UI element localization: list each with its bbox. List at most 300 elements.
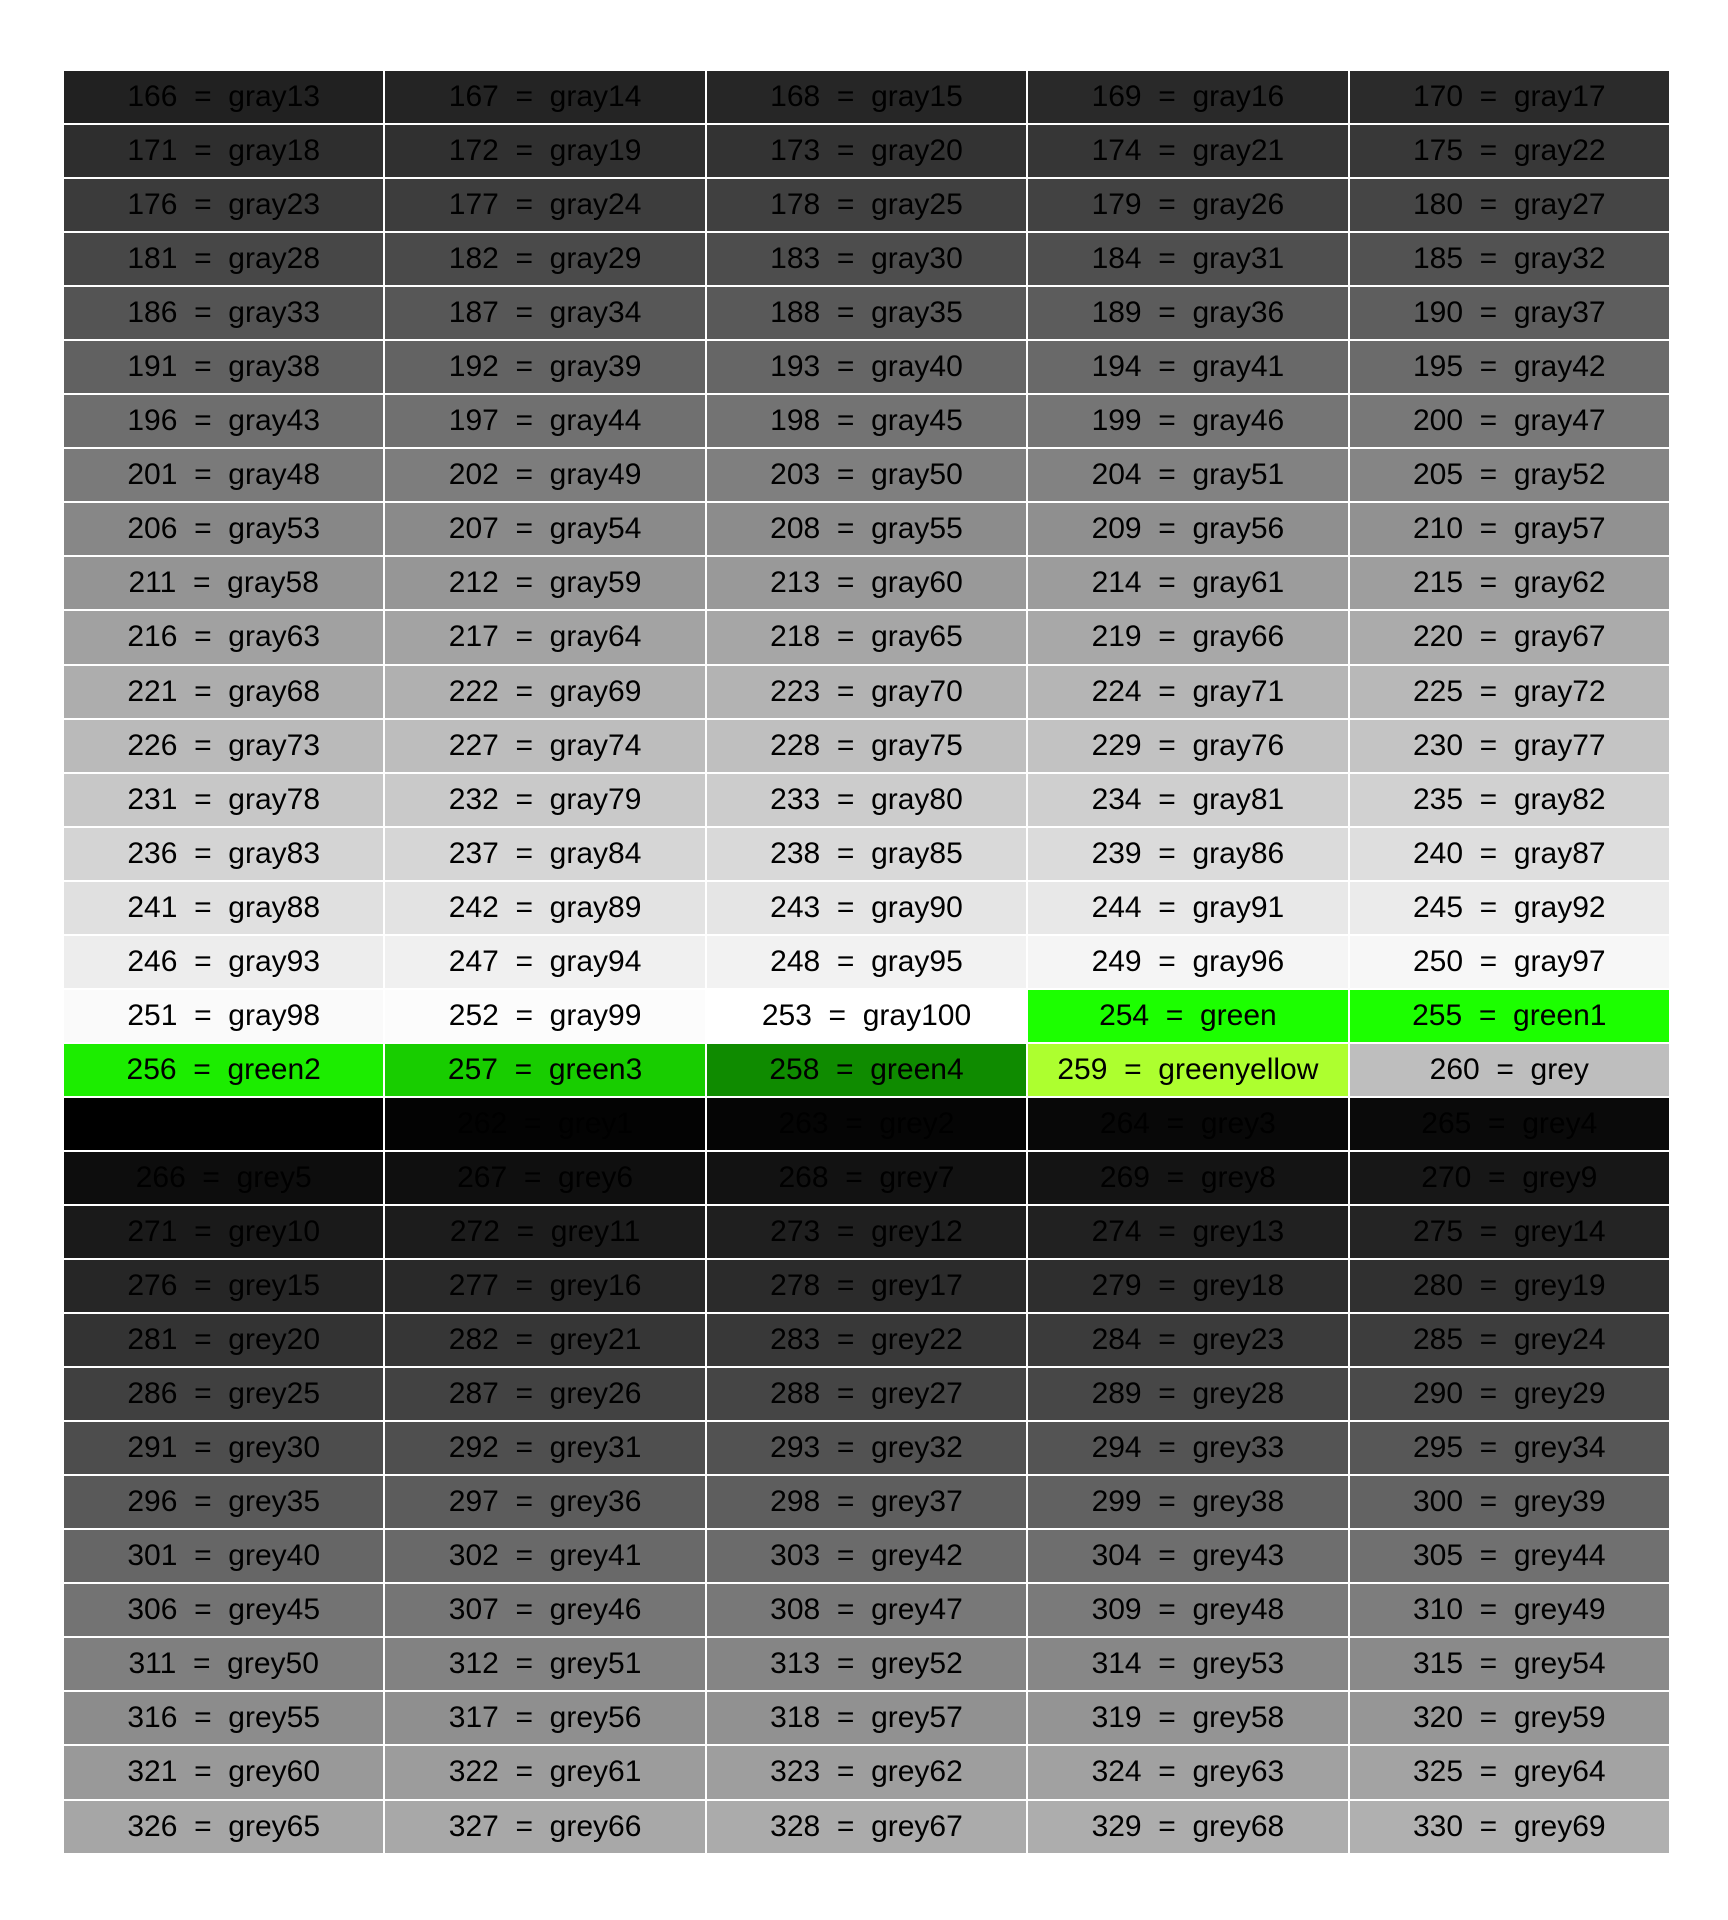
color-swatch-cell — [385, 666, 704, 720]
color-swatch-cell — [385, 1692, 704, 1746]
color-swatch-label: 278 = grey17 — [770, 1269, 963, 1303]
color-swatch-label: 201 = gray48 — [127, 458, 321, 492]
color-swatch-cell — [385, 1801, 704, 1855]
color-swatch-cell — [1350, 936, 1669, 990]
color-swatch-label: 270 = grey9 — [1421, 1160, 1598, 1194]
color-swatch-cell — [64, 1152, 383, 1206]
color-swatch-cell — [385, 1422, 704, 1476]
color-swatch-cell — [64, 1422, 383, 1476]
color-swatch-label: 277 = grey16 — [448, 1269, 642, 1303]
color-swatch-label: 252 = gray99 — [448, 998, 642, 1032]
color-swatch-label: 199 = gray46 — [1091, 404, 1285, 438]
color-swatch-cell — [1028, 125, 1347, 179]
color-swatch-label: 217 = gray64 — [448, 620, 642, 654]
color-swatch-cell — [1350, 1044, 1669, 1098]
color-swatch-cell — [64, 71, 383, 125]
color-swatch-cell — [385, 1098, 704, 1152]
color-swatch-label: 182 = gray29 — [448, 242, 642, 276]
color-swatch-cell — [1028, 1692, 1347, 1746]
color-swatch-label: 172 = gray19 — [448, 134, 642, 168]
color-swatch-cell — [1350, 503, 1669, 557]
color-swatch-label: 255 = green1 — [1412, 998, 1607, 1032]
color-swatch-cell — [707, 1044, 1026, 1098]
color-swatch-cell — [1350, 882, 1669, 936]
color-swatch-cell — [64, 1098, 383, 1152]
color-swatch-cell — [385, 720, 704, 774]
color-swatch-cell — [1028, 666, 1347, 720]
color-swatch-cell — [385, 179, 704, 233]
color-swatch-cell — [707, 1206, 1026, 1260]
color-swatch-label: 207 = gray54 — [448, 512, 642, 546]
color-swatch-cell — [1350, 179, 1669, 233]
color-swatch-cell — [64, 1314, 383, 1368]
color-swatch-label: 246 = gray93 — [127, 944, 321, 978]
color-swatch-label: 210 = gray57 — [1412, 512, 1606, 546]
color-swatch-cell — [1028, 774, 1347, 828]
color-swatch-label: 306 = grey45 — [127, 1593, 321, 1627]
color-swatch-cell — [707, 179, 1026, 233]
color-swatch-cell — [1350, 1314, 1669, 1368]
color-swatch-cell — [1028, 990, 1347, 1044]
color-swatch-cell — [64, 557, 383, 611]
color-swatch-cell — [707, 449, 1026, 503]
color-swatch-label: 276 = grey15 — [127, 1269, 321, 1303]
color-swatch-label: 241 = gray88 — [127, 890, 321, 924]
color-swatch-label: 176 = gray23 — [127, 188, 321, 222]
color-swatch-label: 313 = grey52 — [770, 1647, 963, 1681]
color-swatch-label: 329 = grey68 — [1091, 1809, 1285, 1843]
color-swatch-cell — [1028, 1044, 1347, 1098]
color-swatch-cell — [1350, 828, 1669, 882]
color-swatch-cell — [707, 666, 1026, 720]
color-swatch-label: 230 = gray77 — [1412, 728, 1606, 762]
color-swatch-label: 287 = grey26 — [448, 1377, 642, 1411]
color-swatch-label: 203 = gray50 — [770, 458, 963, 492]
color-swatch-cell — [707, 1314, 1026, 1368]
color-swatch-cell — [1028, 1801, 1347, 1855]
color-swatch-cell — [64, 828, 383, 882]
color-swatch-label: 175 = gray22 — [1412, 134, 1606, 168]
color-swatch-cell — [1028, 720, 1347, 774]
color-swatch-cell — [385, 936, 704, 990]
color-swatch-label: 196 = gray43 — [127, 404, 321, 438]
color-swatch-cell — [707, 1801, 1026, 1855]
color-swatch-cell — [707, 1098, 1026, 1152]
color-swatch-cell — [64, 1746, 383, 1800]
color-swatch-label: 242 = gray89 — [448, 890, 642, 924]
color-swatch-cell — [1028, 1314, 1347, 1368]
color-swatch-label: 257 = green3 — [447, 1052, 643, 1086]
color-swatch-cell — [1028, 1206, 1347, 1260]
color-swatch-cell — [64, 1692, 383, 1746]
color-swatch-cell — [1350, 233, 1669, 287]
color-swatch-label: 254 = green — [1099, 998, 1277, 1032]
color-swatch-cell — [707, 395, 1026, 449]
color-swatch-cell — [1350, 774, 1669, 828]
color-swatch-cell — [1028, 1530, 1347, 1584]
color-swatch-cell — [385, 395, 704, 449]
color-swatch-label: 189 = gray36 — [1091, 296, 1285, 330]
color-swatch-label: 272 = grey11 — [449, 1215, 641, 1248]
color-swatch-cell — [385, 1368, 704, 1422]
color-swatch-label: 205 = gray52 — [1412, 458, 1606, 492]
color-swatch-label: 167 = gray14 — [448, 80, 642, 114]
color-swatch-cell — [385, 1152, 704, 1206]
color-swatch-label: 179 = gray26 — [1091, 188, 1285, 222]
color-swatch-cell — [64, 395, 383, 449]
color-swatch-label: 180 = gray27 — [1412, 188, 1606, 222]
color-swatch-label: 268 = grey7 — [778, 1160, 955, 1194]
color-swatch-cell — [1028, 449, 1347, 503]
color-swatch-cell — [385, 990, 704, 1044]
color-swatch-cell — [1350, 1206, 1669, 1260]
color-swatch-cell — [1028, 1746, 1347, 1800]
color-swatch-label: 326 = grey65 — [127, 1809, 321, 1843]
color-swatch-cell — [64, 233, 383, 287]
color-swatch-label: 193 = gray40 — [770, 350, 963, 384]
color-swatch-cell — [385, 1530, 704, 1584]
color-swatch-cell — [64, 1476, 383, 1530]
color-swatch-label: 295 = grey34 — [1412, 1431, 1606, 1465]
color-swatch-cell — [707, 1746, 1026, 1800]
color-swatch-cell — [1350, 1692, 1669, 1746]
color-swatch-cell — [1028, 1638, 1347, 1692]
color-swatch-cell — [1350, 1422, 1669, 1476]
color-swatch-label: 298 = grey37 — [770, 1485, 963, 1519]
color-swatch-label: 200 = gray47 — [1412, 404, 1606, 438]
color-swatch-label: 293 = grey32 — [770, 1431, 963, 1465]
color-swatch-label: 214 = gray61 — [1091, 566, 1285, 600]
color-swatch-label: 323 = grey62 — [770, 1755, 963, 1789]
color-swatch-label: 310 = grey49 — [1412, 1593, 1606, 1627]
color-swatch-cell — [1028, 287, 1347, 341]
color-swatch-label: 183 = gray30 — [770, 242, 963, 276]
color-swatch-label: 322 = grey61 — [448, 1755, 642, 1789]
color-swatch-cell — [707, 557, 1026, 611]
color-swatch-label: 274 = grey13 — [1091, 1215, 1285, 1248]
color-swatch-label: 221 = gray68 — [127, 674, 321, 708]
color-swatch-cell — [1028, 1584, 1347, 1638]
color-swatch-cell — [64, 1260, 383, 1314]
color-swatch-cell — [64, 1638, 383, 1692]
color-swatch-cell — [64, 125, 383, 179]
color-swatch-cell — [385, 1044, 704, 1098]
color-swatch-label: 233 = gray80 — [770, 782, 963, 816]
color-swatch-cell — [1350, 666, 1669, 720]
color-swatch-label: 225 = gray72 — [1412, 674, 1606, 708]
color-swatch-label: 315 = grey54 — [1412, 1647, 1606, 1681]
color-swatch-label: 327 = grey66 — [448, 1809, 642, 1843]
color-swatch-label: 206 = gray53 — [127, 512, 321, 546]
color-swatch-cell — [1350, 1152, 1669, 1206]
color-swatch-cell — [1350, 341, 1669, 395]
color-swatch-cell — [1350, 1746, 1669, 1800]
color-swatch-label: 240 = gray87 — [1412, 836, 1606, 870]
color-swatch-label: 192 = gray39 — [448, 350, 642, 384]
color-swatch-label: 284 = grey23 — [1091, 1323, 1285, 1357]
color-swatch-label: 169 = gray16 — [1091, 80, 1285, 114]
color-swatch-cell — [1350, 395, 1669, 449]
color-swatch-label: 198 = gray45 — [770, 404, 963, 438]
color-swatch-cell — [1350, 125, 1669, 179]
color-swatch-cell — [1028, 1098, 1347, 1152]
color-swatch-cell — [1350, 1260, 1669, 1314]
color-swatch-label: 171 = gray18 — [127, 134, 321, 168]
color-swatch-cell — [1350, 611, 1669, 665]
color-swatch-label: 244 = gray91 — [1091, 890, 1285, 924]
color-swatch-cell — [707, 1368, 1026, 1422]
color-swatch-cell — [1350, 1476, 1669, 1530]
color-swatch-cell — [64, 666, 383, 720]
color-swatch-cell — [707, 1530, 1026, 1584]
color-swatch-label: 316 = grey55 — [127, 1701, 321, 1735]
color-swatch-cell — [64, 1584, 383, 1638]
color-swatch-label: 280 = grey19 — [1412, 1269, 1606, 1303]
color-swatch-cell — [1028, 1368, 1347, 1422]
color-swatch-label: 318 = grey57 — [770, 1701, 963, 1735]
color-swatch-label: 204 = gray51 — [1091, 458, 1285, 492]
color-swatch-label: 321 = grey60 — [127, 1755, 321, 1789]
color-swatch-label: 227 = gray74 — [448, 728, 642, 762]
color-swatch-label: 263 = grey2 — [778, 1106, 955, 1140]
color-swatch-label: 226 = gray73 — [127, 728, 321, 762]
color-swatch-label: 208 = gray55 — [770, 512, 963, 546]
color-swatch-cell — [64, 503, 383, 557]
color-swatch-label: 265 = grey4 — [1421, 1106, 1598, 1140]
color-swatch-label: 285 = grey24 — [1412, 1323, 1606, 1357]
color-swatch-cell — [385, 71, 704, 125]
color-swatch-cell — [1028, 1152, 1347, 1206]
color-swatch-label: 324 = grey63 — [1091, 1755, 1285, 1789]
color-swatch-label: 209 = gray56 — [1091, 512, 1285, 546]
color-swatch-cell — [385, 882, 704, 936]
color-swatch-cell — [707, 1692, 1026, 1746]
color-swatch-cell — [1350, 287, 1669, 341]
color-swatch-cell — [1350, 71, 1669, 125]
color-swatch-label: 317 = grey56 — [448, 1701, 642, 1735]
color-swatch-cell — [64, 1206, 383, 1260]
color-swatch-label: 266 = grey5 — [135, 1160, 312, 1194]
color-swatch-label: 320 = grey59 — [1412, 1701, 1606, 1735]
color-swatch-cell — [385, 125, 704, 179]
color-swatch-cell — [385, 1206, 704, 1260]
color-swatch-cell — [385, 1314, 704, 1368]
color-swatch-label: 170 = gray17 — [1412, 80, 1606, 114]
color-swatch-cell — [1028, 882, 1347, 936]
color-swatch-label: 223 = gray70 — [770, 674, 963, 708]
color-swatch-label: 282 = grey21 — [448, 1323, 642, 1357]
color-swatch-label: 302 = grey41 — [448, 1539, 642, 1573]
color-swatch-label: 195 = gray42 — [1412, 350, 1606, 384]
color-swatch-cell — [1350, 990, 1669, 1044]
color-swatch-label: 166 = gray13 — [127, 80, 321, 114]
color-swatch-cell — [1350, 449, 1669, 503]
color-swatch-cell — [385, 1638, 704, 1692]
color-swatch-cell — [1028, 1260, 1347, 1314]
color-swatch-cell — [385, 503, 704, 557]
color-swatch-cell — [1028, 1422, 1347, 1476]
color-swatch-label: 168 = gray15 — [770, 80, 963, 114]
color-swatch-cell — [707, 990, 1026, 1044]
color-swatch-cell — [1350, 1530, 1669, 1584]
color-swatch-grid — [64, 71, 1669, 1855]
color-swatch-label: 297 = grey36 — [448, 1485, 642, 1519]
color-swatch-cell — [1028, 557, 1347, 611]
color-swatch-cell — [64, 287, 383, 341]
color-swatch-cell — [385, 774, 704, 828]
color-swatch-cell — [385, 1476, 704, 1530]
color-swatch-cell — [1028, 395, 1347, 449]
color-swatch-label: 275 = grey14 — [1412, 1215, 1606, 1248]
color-swatch-cell — [1350, 1584, 1669, 1638]
color-swatch-label: 234 = gray81 — [1091, 782, 1285, 816]
color-swatch-label: 292 = grey31 — [448, 1431, 642, 1465]
color-swatch-cell — [1350, 557, 1669, 611]
color-swatch-cell — [707, 341, 1026, 395]
color-swatch-label: 228 = gray75 — [770, 728, 963, 762]
color-swatch-label: 308 = grey47 — [770, 1593, 963, 1627]
color-swatch-label: 219 = gray66 — [1091, 620, 1285, 654]
color-swatch-label: 232 = gray79 — [448, 782, 642, 816]
color-swatch-cell — [64, 611, 383, 665]
color-swatch-label: 319 = grey58 — [1091, 1701, 1285, 1735]
color-swatch-label: 177 = gray24 — [448, 188, 642, 222]
color-swatch-cell — [64, 1368, 383, 1422]
color-swatch-label: 330 = grey69 — [1412, 1809, 1606, 1843]
color-swatch-cell — [385, 1260, 704, 1314]
color-swatch-cell — [1028, 1476, 1347, 1530]
color-swatch-label: 258 = green4 — [769, 1052, 964, 1086]
color-swatch-cell — [64, 882, 383, 936]
color-swatch-label: 187 = gray34 — [448, 296, 642, 330]
color-swatch-label: 237 = gray84 — [448, 836, 642, 870]
color-swatch-cell — [385, 1746, 704, 1800]
color-swatch-cell — [707, 1476, 1026, 1530]
color-swatch-label: 222 = gray69 — [448, 674, 642, 708]
color-swatch-label: 238 = gray85 — [770, 836, 963, 870]
color-swatch-label: 289 = grey28 — [1091, 1377, 1285, 1411]
color-swatch-label: 294 = grey33 — [1091, 1431, 1285, 1465]
color-swatch-cell — [707, 1152, 1026, 1206]
color-swatch-label: 301 = grey40 — [127, 1539, 321, 1573]
color-swatch-label: 229 = gray76 — [1091, 728, 1285, 762]
color-swatch-cell — [64, 990, 383, 1044]
color-swatch-cell — [385, 233, 704, 287]
color-swatch-label: 191 = gray38 — [127, 350, 321, 384]
color-swatch-cell — [1028, 341, 1347, 395]
color-swatch-label: 247 = gray94 — [448, 944, 642, 978]
color-swatch-label: 256 = green2 — [126, 1052, 321, 1086]
color-swatch-label: 194 = gray41 — [1091, 350, 1285, 384]
color-swatch-cell — [707, 287, 1026, 341]
color-swatch-cell — [64, 936, 383, 990]
color-swatch-cell — [707, 882, 1026, 936]
color-swatch-cell — [707, 611, 1026, 665]
color-swatch-label: 279 = grey18 — [1091, 1269, 1285, 1303]
color-swatch-cell — [1350, 1638, 1669, 1692]
color-swatch-label: 216 = gray63 — [127, 620, 321, 654]
color-swatch-cell — [1350, 1801, 1669, 1855]
color-swatch-cell — [64, 1044, 383, 1098]
color-swatch-cell — [707, 1422, 1026, 1476]
color-swatch-label: 235 = gray82 — [1412, 782, 1606, 816]
color-swatch-label: 249 = gray96 — [1091, 944, 1285, 978]
color-swatch-cell — [385, 1584, 704, 1638]
color-swatch-label: 283 = grey22 — [770, 1323, 963, 1357]
color-swatch-label: 243 = gray90 — [770, 890, 963, 924]
color-swatch-label: 299 = grey38 — [1091, 1485, 1285, 1519]
color-swatch-label: 213 = gray60 — [770, 566, 963, 600]
color-swatch-label: 286 = grey25 — [127, 1377, 321, 1411]
color-swatch-cell — [707, 503, 1026, 557]
color-swatch-label: 236 = gray83 — [127, 836, 321, 870]
color-swatch-label: 184 = gray31 — [1091, 242, 1285, 276]
color-swatch-cell — [1028, 828, 1347, 882]
color-swatch-label: 245 = gray92 — [1412, 890, 1606, 924]
color-swatch-label: 328 = grey67 — [770, 1809, 963, 1843]
color-swatch-label: 186 = gray33 — [127, 296, 321, 330]
color-swatch-label: 211 = gray58 — [128, 566, 319, 600]
color-swatch-label: 239 = gray86 — [1091, 836, 1285, 870]
color-swatch-label: 304 = grey43 — [1091, 1539, 1285, 1573]
color-swatch-cell — [1028, 611, 1347, 665]
color-swatch-label: 291 = grey30 — [127, 1431, 321, 1465]
color-swatch-label: 220 = gray67 — [1412, 620, 1606, 654]
color-swatch-label: 178 = gray25 — [770, 188, 963, 222]
color-swatch-label: 212 = gray59 — [448, 566, 642, 600]
color-swatch-label: 271 = grey10 — [127, 1215, 321, 1248]
color-swatch-label: 267 = grey6 — [457, 1160, 634, 1194]
color-swatch-label: 181 = gray28 — [127, 242, 321, 276]
color-swatch-label: 188 = gray35 — [770, 296, 963, 330]
color-swatch-cell — [1028, 71, 1347, 125]
color-swatch-cell — [1028, 936, 1347, 990]
color-swatch-label: 305 = grey44 — [1412, 1539, 1606, 1573]
color-swatch-cell — [707, 125, 1026, 179]
color-swatch-cell — [1350, 1098, 1669, 1152]
color-swatch-label: 215 = gray62 — [1412, 566, 1606, 600]
color-swatch-cell — [707, 1638, 1026, 1692]
color-swatch-cell — [64, 449, 383, 503]
color-swatch-cell — [385, 828, 704, 882]
color-swatch-cell — [64, 1801, 383, 1855]
color-swatch-label: 296 = grey35 — [127, 1485, 321, 1519]
color-swatch-label: 231 = gray78 — [127, 782, 321, 816]
color-swatch-cell — [1028, 179, 1347, 233]
color-swatch-cell — [385, 449, 704, 503]
color-swatch-label: 259 = greenyellow — [1057, 1052, 1319, 1086]
color-swatch-label: 260 = grey — [1429, 1052, 1589, 1086]
color-swatch-label: 185 = gray32 — [1412, 242, 1606, 276]
color-swatch-label: 218 = gray65 — [770, 620, 963, 654]
color-swatch-label: 300 = grey39 — [1412, 1485, 1606, 1519]
color-swatch-cell — [385, 557, 704, 611]
color-swatch-label: 262 = grey1 — [457, 1106, 634, 1140]
color-swatch-label: 251 = gray98 — [127, 998, 321, 1032]
color-swatch-label: 250 = gray97 — [1412, 944, 1606, 978]
color-swatch-label: 248 = gray95 — [770, 944, 963, 978]
color-swatch-label: 173 = gray20 — [770, 134, 963, 168]
color-swatch-cell — [707, 1584, 1026, 1638]
color-swatch-cell — [64, 179, 383, 233]
color-swatch-cell — [385, 287, 704, 341]
color-swatch-label: 288 = grey27 — [770, 1377, 963, 1411]
color-swatch-cell — [1350, 720, 1669, 774]
color-swatch-label: 273 = grey12 — [770, 1215, 963, 1248]
color-swatch-label: 307 = grey46 — [448, 1593, 642, 1627]
color-swatch-cell — [64, 774, 383, 828]
color-swatch-label: 197 = gray44 — [448, 404, 642, 438]
